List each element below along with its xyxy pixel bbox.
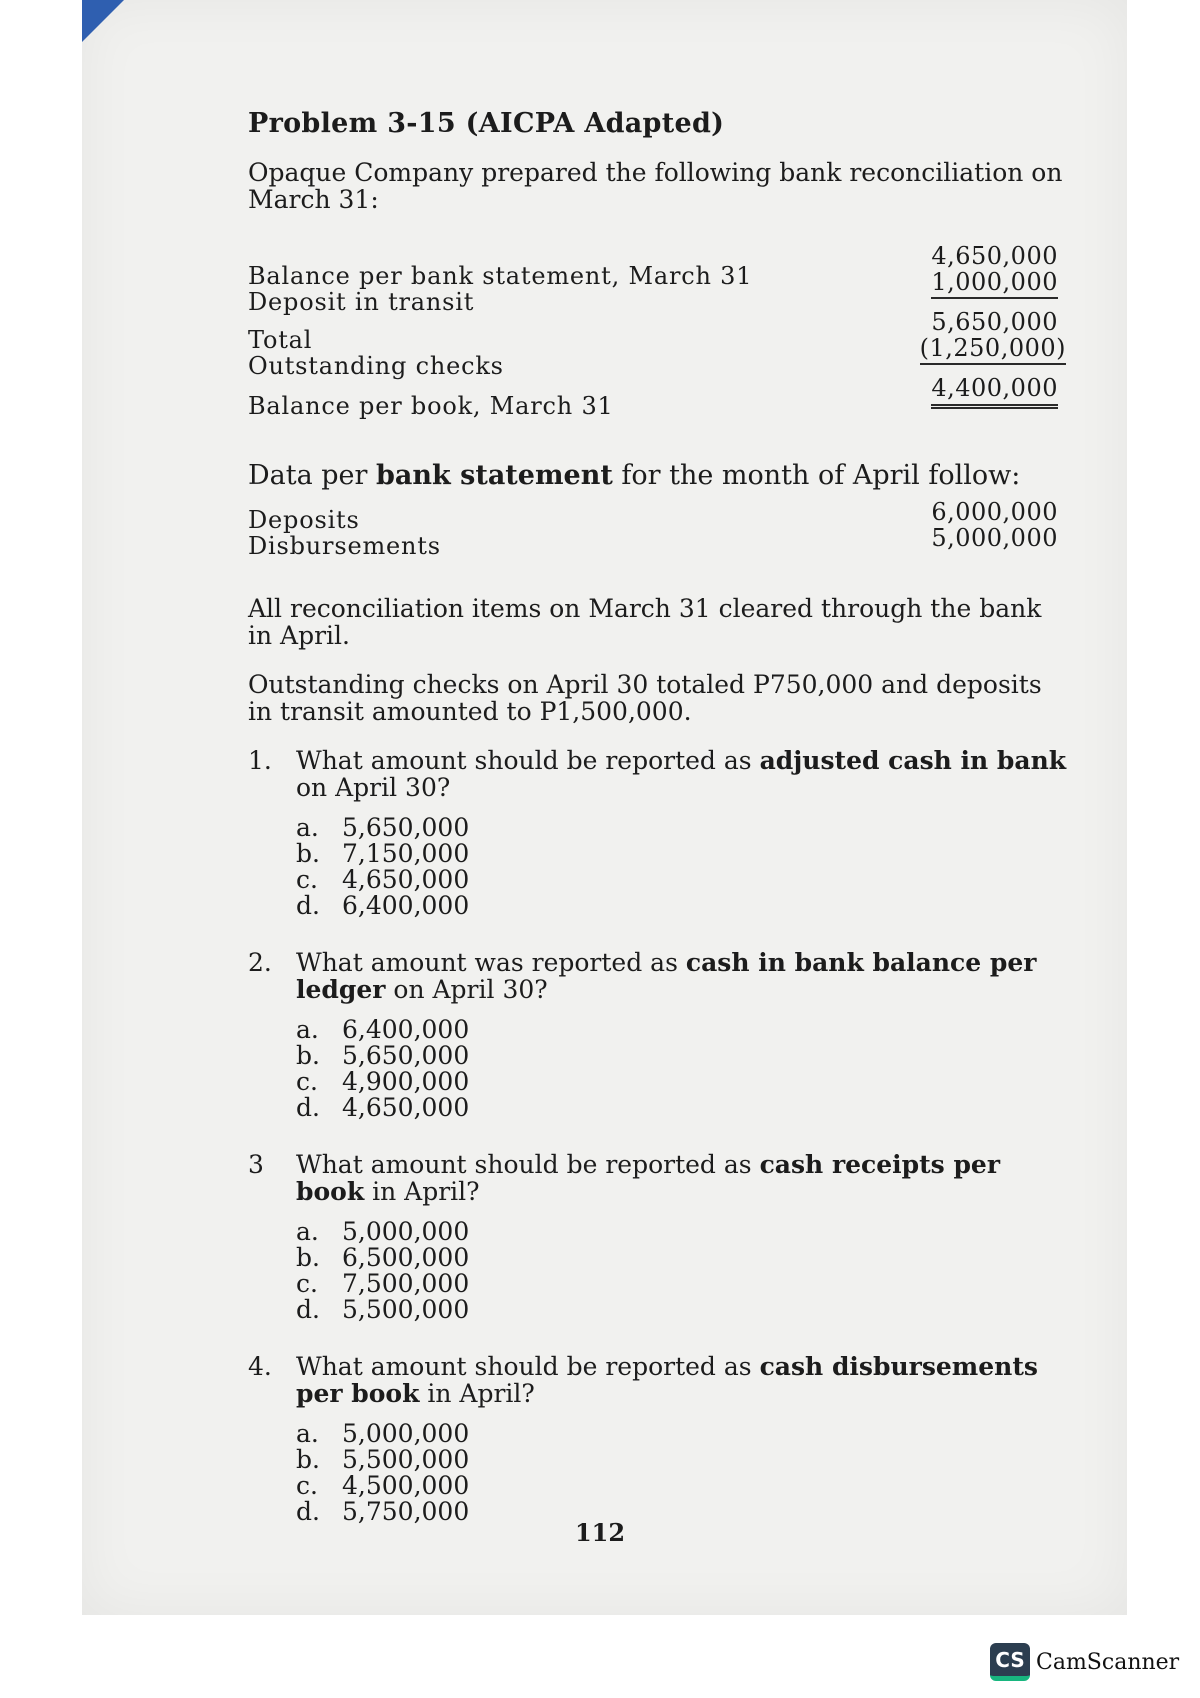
april-value: 6,000,000 xyxy=(931,498,1058,526)
question-text: 4. What amount should be reported as cash disbursements per book in April? xyxy=(248,1352,1038,1408)
april-data-table xyxy=(248,499,1068,565)
paragraph: All reconciliation items on March 31 cleared through the bank in April. xyxy=(248,594,1042,650)
option: a. 5,000,000 xyxy=(296,1419,470,1448)
page-corner-fold xyxy=(82,0,124,42)
reconciliation-table xyxy=(248,243,1068,448)
question-2 xyxy=(248,949,1068,1121)
option: d. 4,650,000 xyxy=(296,1093,470,1122)
options-list xyxy=(296,815,1068,919)
question-3 xyxy=(248,1151,1068,1323)
question-text: 3 What amount should be reported as cash receipts per book in April? xyxy=(248,1150,1001,1206)
question-number: 2. xyxy=(248,948,272,977)
page-number: 112 xyxy=(574,1518,626,1547)
recon-label: Total xyxy=(248,326,313,354)
question-4 xyxy=(248,1353,1068,1525)
option: c. 4,900,000 xyxy=(296,1067,470,1096)
options-list xyxy=(296,1421,1068,1525)
recon-label: Outstanding checks xyxy=(248,352,504,380)
camscanner-watermark xyxy=(990,1643,1179,1681)
options-list xyxy=(296,1219,1068,1323)
question-1 xyxy=(248,747,1068,919)
intro-text: Opaque Company prepared the following bank reconciliation on March 31: xyxy=(248,158,1063,214)
recon-label: Deposit in transit xyxy=(248,288,475,316)
recon-label: Balance per book, March 31 xyxy=(248,392,614,420)
option: c. 4,650,000 xyxy=(296,865,470,894)
question-text: 1. What amount should be reported as adjusted cash in bank on April 30? xyxy=(248,746,1067,802)
problem-title: Problem 3-15 (AICPA Adapted) xyxy=(248,108,725,139)
april-value: 5,000,000 xyxy=(931,524,1058,552)
recon-value: (1,250,000) xyxy=(920,335,1066,365)
option: b. 5,650,000 xyxy=(296,1041,470,1070)
option: a. 5,000,000 xyxy=(296,1217,470,1246)
page-content xyxy=(248,96,1068,1555)
april-intro: Data per bank statement for the month of April follow: xyxy=(248,460,1021,491)
camscanner-text: CamScanner xyxy=(1036,1649,1180,1675)
option: c. 4,500,000 xyxy=(296,1471,470,1500)
option: a. 6,400,000 xyxy=(296,1015,470,1044)
option: d. 5,500,000 xyxy=(296,1295,470,1324)
recon-value: 1,000,000 xyxy=(931,269,1058,299)
april-label: Deposits xyxy=(248,506,360,534)
question-text: 2. What amount was reported as cash in bank balance per ledger on April 30? xyxy=(248,948,1037,1004)
question-number: 1. xyxy=(248,746,272,775)
option: c. 7,500,000 xyxy=(296,1269,470,1298)
recon-value: 4,400,000 xyxy=(931,375,1058,409)
paragraph: Outstanding checks on April 30 totaled P750,000 and deposits in transit amounted to P1,500,000. xyxy=(248,670,1042,726)
option: b. 6,500,000 xyxy=(296,1243,470,1272)
option: b. 7,150,000 xyxy=(296,839,470,868)
option: a. 5,650,000 xyxy=(296,813,470,842)
recon-value: 4,650,000 xyxy=(931,242,1058,270)
options-list xyxy=(296,1017,1068,1121)
option: d. 5,750,000 xyxy=(296,1497,470,1526)
camscanner-logo-icon: CS xyxy=(990,1643,1030,1681)
april-label: Disbursements xyxy=(248,532,441,560)
recon-value: 5,650,000 xyxy=(931,308,1058,336)
option: b. 5,500,000 xyxy=(296,1445,470,1474)
option: d. 6,400,000 xyxy=(296,891,470,920)
question-number: 4. xyxy=(248,1352,272,1381)
recon-label: Balance per bank statement, March 31 xyxy=(248,262,753,290)
question-number: 3 xyxy=(248,1150,264,1179)
